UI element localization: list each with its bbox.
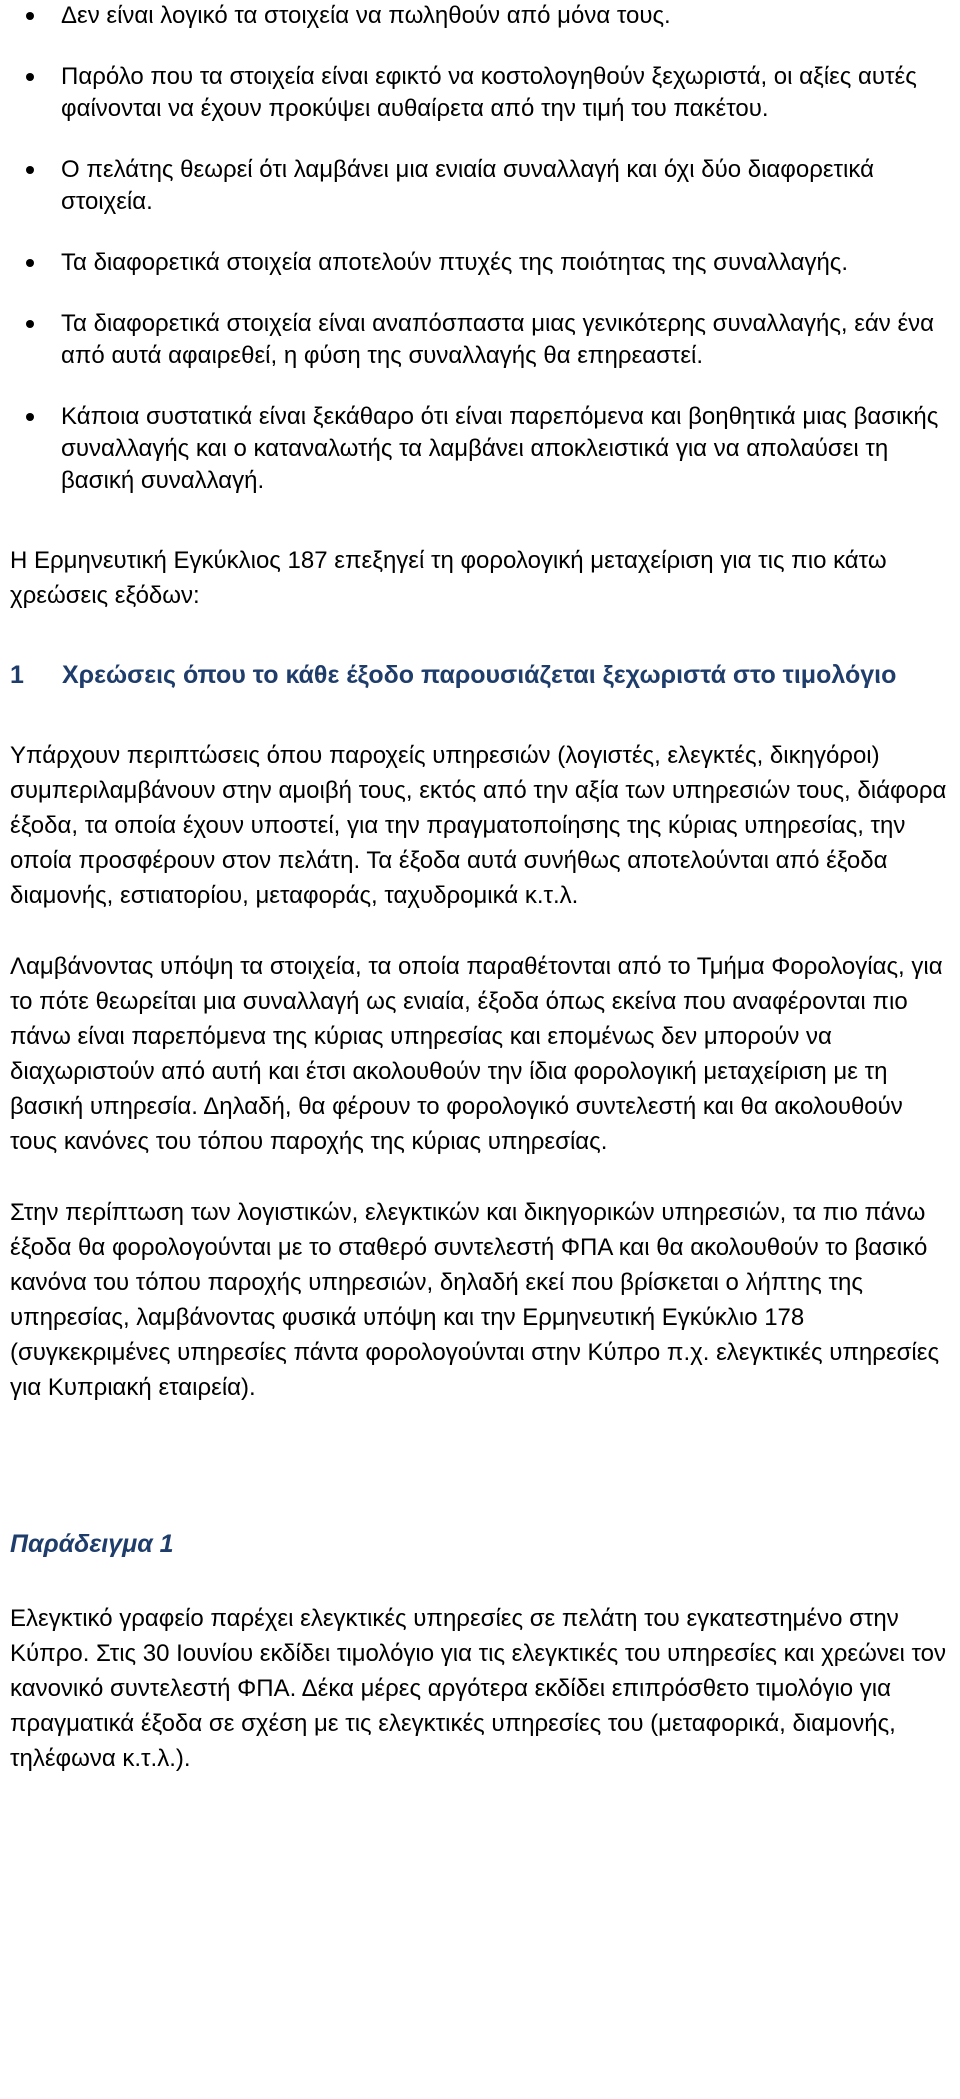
bullet-text: Ο πελάτης θεωρεί ότι λαμβάνει μια ενιαία συναλλαγή και όχι δύο διαφορετικά στοιχεία. (61, 156, 874, 215)
body-paragraph: Λαμβάνοντας υπόψη τα στοιχεία, τα οποία παραθέτονται από το Τμήμα Φορολογίας, για το πότε θεωρείται μια συναλλαγή ως ενιαία, έξοδα όπως εκείνα που αναφέρονται πιο πάνω είναι παρεπόμενα της κύριας υπηρεσίας και επομένως δεν μπορούν να διαχωριστούν από αυτή και έτσι ακολουθούν την ίδια φορολογική μεταχείριση με τη βασική υπηρεσία. Δηλαδή, θα φέρουν το φορολογικό συντελεστή και θα ακολουθούν τους κανόνες του τόπου παροχής της κύριας υπηρεσίας. (10, 953, 943, 1155)
section-number: 1 (10, 661, 24, 689)
intro-paragraph: Η Ερμηνευτική Εγκύκλιος 187 επεξηγεί τη φορολογική μεταχείριση για τις πιο κάτω χρεώσεις εξόδων: (10, 547, 887, 609)
bullet-item (10, 401, 950, 497)
bullet-item (10, 247, 950, 279)
example-paragraph: Ελεγκτικό γραφείο παρέχει ελεγκτικές υπηρεσίες σε πελάτη του εγκατεστημένο στην Κύπρο. Στις 30 Ιουνίου εκδίδει τιμολόγιο για τις ελεγκτικές του υπηρεσίες και χρεώνει τον κανονικό συντελεστή ΦΠΑ. Δέκα μέρες αργότερα εκδίδει επιπρόσθετο τιμολόγιο για πραγματικά έξοδα σε σχέση με τις ελεγκτικές υπηρεσίες του (μεταφορικά, διαμονής, τηλέφωνα κ.τ.λ.). (10, 1605, 947, 1772)
bullet-text: Τα διαφορετικά στοιχεία είναι αναπόσπαστα μιας γενικότερης συναλλαγής, εάν ένα από αυτά αφαιρεθεί, η φύση της συναλλαγής θα επηρεαστεί. (61, 310, 935, 369)
bullet-dot-icon (26, 320, 34, 328)
bullet-item (10, 308, 950, 372)
bullet-dot-icon (26, 73, 34, 81)
example-title: Παράδειγμα 1 (10, 1530, 174, 1558)
bullet-text: Δεν είναι λογικό τα στοιχεία να πωληθούν από μόνα τους. (61, 2, 671, 29)
bullet-item (10, 61, 950, 125)
section-heading (10, 655, 950, 695)
bullet-text: Τα διαφορετικά στοιχεία αποτελούν πτυχές της ποιότητας της συναλλαγής. (61, 249, 849, 276)
criteria-bullet-list (10, 0, 950, 497)
bullet-item (10, 154, 950, 218)
section-title: Χρεώσεις όπου το κάθε έξοδο παρουσιάζεται ξεχωριστά στο τιμολόγιο (62, 661, 897, 689)
bullet-text: Παρόλο που τα στοιχεία είναι εφικτό να κοστολογηθούν ξεχωριστά, οι αξίες αυτές φαίνονται να έχουν προκύψει αυθαίρετα από την τιμή του πακέτου. (61, 63, 917, 122)
body-paragraph: Στην περίπτωση των λογιστικών, ελεγκτικών και δικηγορικών υπηρεσιών, τα πιο πάνω έξοδα θα φορολογούνται με το σταθερό συντελεστή ΦΠΑ και θα ακολουθούν το βασικό κανόνα του τόπου παροχής υπηρεσιών, δηλαδή εκεί που βρίσκεται ο λήπτης της υπηρεσίας, λαμβάνοντας φυσικά υπόψη και την Ερμηνευτική Εγκύκλιο 178 (συγκεκριμένες υπηρεσίες πάντα φορολογούνται στην Κύπρο π.χ. ελεγκτικές υπηρεσίες για Κυπριακή εταιρεία). (10, 1199, 940, 1401)
bullet-text: Κάποια συστατικά είναι ξεκάθαρο ότι είναι παρεπόμενα και βοηθητικά μιας βασικής συναλλαγής και ο καταναλωτής τα λαμβάνει αποκλειστικά για να απολαύσει τη βασική συναλλαγή. (61, 403, 939, 494)
bullet-item (10, 0, 950, 32)
bullet-dot-icon (26, 166, 34, 174)
bullet-dot-icon (26, 413, 34, 421)
body-paragraph: Υπάρχουν περιπτώσεις όπου παροχείς υπηρεσιών (λογιστές, ελεγκτές, δικηγόροι) συμπεριλαμβάνουν στην αμοιβή τους, εκτός από την αξία των υπηρεσιών τους, διάφορα έξοδα, τα οποία έχουν υποστεί, για την πραγματοποίησης της κύριας υπηρεσίας, την οποία προσφέρουν στον πελάτη. Τα έξοδα αυτά συνήθως αποτελούνται από έξοδα διαμονής, εστιατορίου, μεταφοράς, ταχυδρομικά κ.τ.λ. (10, 742, 947, 909)
bullet-dot-icon (26, 259, 34, 267)
bullet-dot-icon (26, 12, 34, 20)
